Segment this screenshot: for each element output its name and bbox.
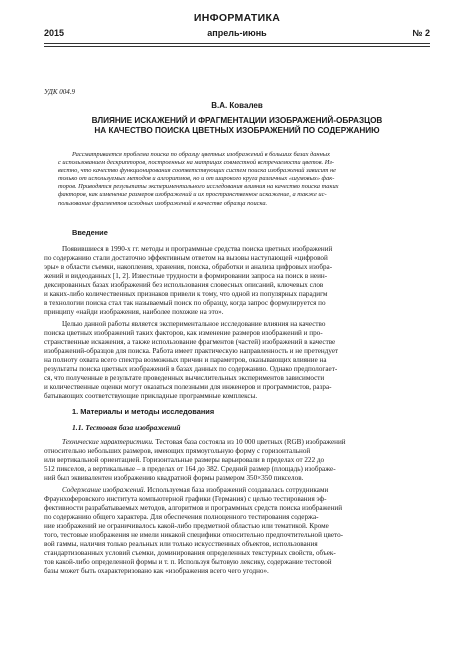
- issue-year: 2015: [44, 28, 65, 38]
- text-line: [44, 486, 430, 495]
- paragraph-lead: Технические характеристики.: [62, 438, 154, 446]
- text-line: и количественные оценки могут оказаться полезными для инженеров и программистов, разра-: [44, 383, 332, 392]
- text-line: Целью данной работы является экспериментальное исследование влияния на качество: [62, 320, 326, 328]
- title-line: ВЛИЯНИЕ ИСКАЖЕНИЙ И ФРАГМЕНТАЦИИ ИЗОБРАЖЕНИЙ-ОБРАЗЦОВ: [91, 116, 383, 125]
- abstract-line: вестно, что качество функционирования соответствующих систем поиска изображений зависит не: [58, 167, 337, 175]
- intro-paragraph-1: [44, 245, 430, 317]
- paragraph-text: Тестовая база состояла из 10 000 цветных (RGB) изображений: [153, 438, 346, 446]
- abstract-line: торов. Приводятся результаты экспериментального исследования влияния на качество поиска таких: [58, 183, 339, 191]
- text-line: жений и видеоданных [1, 2]. Известные трудности в формировании запроса на поиск в неин-: [44, 272, 328, 281]
- text-line: ний был эквивалентен изображению квадратной формы размером 350×350 пикселов.: [44, 474, 304, 483]
- content-paragraph: [44, 486, 430, 576]
- abstract: [58, 151, 418, 208]
- text-line: поиска цветных изображений таких факторов, как изменение размеров изображений и про-: [44, 329, 323, 338]
- text-line: по содержанию стали достаточно эффективным ответом на вызовы наступающей «цифровой: [44, 254, 328, 263]
- text-line: изображений-образцов для поиска. Работа имеет практическую направленность и не претендует: [44, 347, 339, 356]
- paragraph-text: Используемая база изображений создавалась сотрудниками: [145, 486, 329, 494]
- title-line: НА КАЧЕСТВО ПОИСКА ЦВЕТНЫХ ИЗОБРАЖЕНИЙ ПО СОДЕРЖАНИЮ: [94, 126, 380, 135]
- text-line: ся, что полученные в результате проведенных вычислительных экспериментов зависимости: [44, 374, 325, 383]
- abstract-line: пользование фрагментов исходных изображений в качестве образца поиска.: [58, 199, 268, 207]
- text-line: дексированных базах изображений без использования словесных описаний, ключевых слов: [44, 281, 324, 290]
- text-line: [44, 438, 430, 447]
- text-line: Фраунхоферовского института компьютерной графики (Германия) с целью тестирования эф-: [44, 495, 327, 504]
- text-line: вой гаммы, наличия только реальных или только искусственных объектов, использования: [44, 540, 318, 549]
- text-line: относительно небольших размеров, имеющих прямоугольную форму с горизонтальной: [44, 447, 311, 456]
- text-line: батывающих соответствующие прикладные программные комплексы.: [44, 392, 258, 401]
- paragraph-lead: Содержание изображений.: [62, 486, 146, 494]
- text-line: эры» в области съемки, накопления, хранения, поиска, обработки и анализа цифровых изобра-: [44, 263, 333, 272]
- journal-name: ИНФОРМАТИКА: [193, 12, 281, 24]
- text-line: ние изображений не ограничивалось какой-либо предметной областью или тематикой. Кроме: [44, 522, 329, 531]
- article-title: [44, 116, 430, 136]
- text-line: принципу «найди изображения, наиболее похожие на это».: [44, 308, 224, 317]
- section-heading-materials: 1. Материалы и методы исследования: [72, 407, 215, 416]
- author-name: В.А. Ковалев: [211, 101, 263, 110]
- header-rule: [44, 46, 430, 47]
- text-line: Появившиеся в 1990-х гг. методы и программные средства поиска цветных изображений: [62, 245, 333, 253]
- text-line: или вертикальной ориентацией. Горизонтальные размеры варьировали в пределах от 222 до: [44, 456, 325, 465]
- section-heading-intro: Введение: [72, 228, 108, 237]
- issue-number: № 2: [412, 28, 430, 38]
- text-line: и каких-либо количественных признаков привели к тому, что одной из популярных парадигм: [44, 290, 328, 299]
- text-line: на полноту охвата всего спектра возможных причин и параметров, оказывающих влияние на: [44, 356, 327, 365]
- text-line: базы может быть охарактеризовано как «изображения всего чего угодно».: [44, 567, 269, 576]
- abstract-line: с использованием дескрипторов, построенных на матрицах совместной встречаемости цветов. Из-: [58, 159, 334, 167]
- text-line: странственные искажения, а также использование фрагментов (частей) изображений в качестве: [44, 338, 336, 347]
- tech-paragraph: [44, 438, 430, 483]
- abstract-line: факторов, как изменение размеров изображений и их пространственное искажение, а также ис-: [58, 191, 327, 199]
- text-line: того, тестовые изображения не имели никакой специфики относительно предпочтительной цвето-: [44, 531, 344, 540]
- issue-months: апрель-июнь: [207, 28, 267, 38]
- text-line: по содержанию общего характера. Для обеспечения полноценного тестирования содержа-: [44, 513, 319, 522]
- udk-code: УДК 004.9: [44, 88, 76, 96]
- issue-info: [44, 28, 430, 42]
- text-line: фективности разрабатываемых методов, алгоритмов и программных средств поиска изображений: [44, 504, 343, 513]
- text-line: результаты поиска цветных изображений в базах данных по содержанию. Однако предпологает-: [44, 365, 338, 374]
- abstract-line: Рассматривается проблема поиска по образцу цветных изображений в больших базах данных: [72, 151, 330, 158]
- text-line: тов какой-либо определенной формы и т. п. Используя бытовую лексику, содержание тестовой: [44, 558, 332, 567]
- intro-paragraph-2: [44, 320, 430, 401]
- header-rule: [44, 43, 430, 44]
- text-line: 512 пикселов, а вертикальные – в пределах от 164 до 382. Средний размер (площадь) изображе-: [44, 465, 336, 474]
- text-line: стандартизованных условий съемки, доминирования определенных текстурных свойств, объек-: [44, 549, 336, 558]
- abstract-line: только от используемых методов и алгоритмов, но и от широкого круга различных «шумовых» фак-: [58, 175, 335, 183]
- text-line: в технологии поиска стал так называемый поиск по образцу, когда запрос формулируется по: [44, 299, 326, 308]
- subsection-heading: 1.1. Тестовая база изображений: [72, 423, 181, 432]
